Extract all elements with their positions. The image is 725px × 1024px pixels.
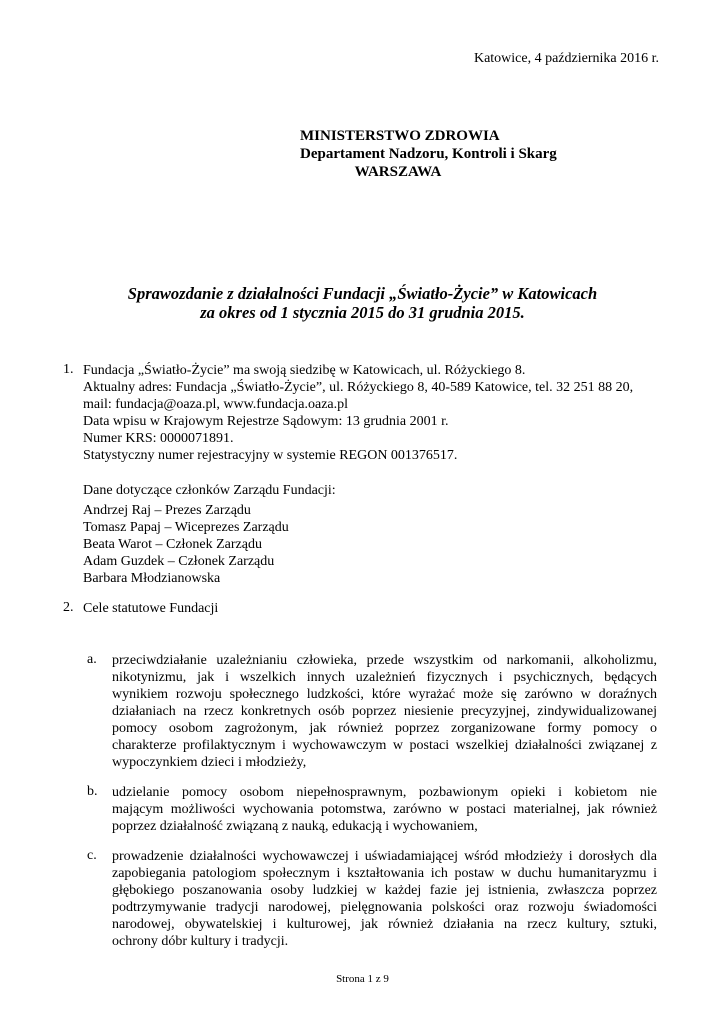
paragraph-line: działaniach na rzecz konkretnych osób poprzez niesienie precyzyjnej, zindywidualizowanej <box>112 704 657 719</box>
board-members-block <box>83 482 336 587</box>
paragraph-line: mającym możliwości wychowania potomstwa, zarówno w postaci materialnej, jak również <box>112 802 657 817</box>
section-2-number: 2. <box>63 600 74 615</box>
item-c-paragraph <box>112 848 657 950</box>
section-2-heading: Cele statutowe Fundacji <box>83 601 219 616</box>
recipient-ministry: MINISTERSTWO ZDROWIA <box>300 128 500 144</box>
section-1-number: 1. <box>63 362 74 377</box>
paragraph-line: pomocy osobom zagrożonym, jak również poprzez zorganizowane formy pomocy o <box>112 721 657 736</box>
page-footer: Strona 1 z 9 <box>336 973 389 985</box>
board-member: Barbara Młodzianowska <box>83 571 221 586</box>
paragraph-line: ochrony dóbr kultury i tradycji. <box>112 934 289 949</box>
recipient-city: WARSZAWA <box>354 164 442 180</box>
item-b-letter: b. <box>87 784 98 799</box>
paragraph-line: wypoczynkiem dzieci i młodzieży, <box>112 755 307 770</box>
board-heading: Dane dotyczące członków Zarządu Fundacji: <box>83 483 336 498</box>
paragraph-line: głębokiego poszanowania osoby ludzkiej w każdej fazie jej istnienia, zwłaszcza poprzez <box>112 883 657 898</box>
paragraph-line: zapobiegania patologiom społecznym i kształtowania ich postaw w duchu humanitaryzmu i <box>112 866 657 881</box>
paragraph-line: wynikiem rozwoju społecznego ludzkości, które wyrażać może się zarówno w doraźnych <box>112 687 657 702</box>
item-b-paragraph <box>112 784 657 835</box>
board-member: Andrzej Raj – Prezes Zarządu <box>83 503 251 518</box>
item-c-letter: c. <box>87 848 97 863</box>
info-line: mail: fundacja@oaza.pl, www.fundacja.oaza.pl <box>83 397 349 412</box>
title-line-2: za okres od 1 stycznia 2015 do 31 grudnia 2015. <box>200 303 525 322</box>
board-member: Tomasz Papaj – Wiceprezes Zarządu <box>83 520 289 535</box>
paragraph-line: udzielanie pomocy osobom niepełnosprawnym, pozbawionym opieki i kobietom nie <box>112 785 657 800</box>
info-line: Numer KRS: 0000071891. <box>83 431 234 446</box>
paragraph-line: charakterze profilaktycznym i wychowawczym w postaci wszelkiej działalności związanej z <box>112 738 657 753</box>
info-line: Fundacja „Światło-Życie” ma swoją siedzibę w Katowicach, ul. Różyckiego 8. <box>83 363 526 378</box>
board-member: Adam Guzdek – Członek Zarządu <box>83 554 275 569</box>
item-a-paragraph <box>112 652 657 771</box>
info-line: Aktualny adres: Fundacja „Światło-Życie”, ul. Różyckiego 8, 40-589 Katowice, tel. 32 251 88 20, <box>83 380 634 395</box>
title-line-1: Sprawozdanie z działalności Fundacji „Światło-Życie” w Katowicach <box>127 284 598 303</box>
paragraph-line: nikotynizmu, jak i wszelkich innych uzależnień fizycznych i psychicznych, będących <box>112 670 657 685</box>
section-1-info <box>83 362 633 464</box>
info-line: Data wpisu w Krajowym Rejestrze Sądowym: 13 grudnia 2001 r. <box>83 414 449 429</box>
date-line: Katowice, 4 października 2016 r. <box>473 51 659 66</box>
info-line: Statystyczny numer rejestracyjny w systemie REGON 001376517. <box>83 448 458 463</box>
board-member: Beata Warot – Członek Zarządu <box>83 537 262 552</box>
item-a-letter: a. <box>87 652 97 667</box>
paragraph-line: prowadzenie działalności wychowawczej i uświadamiającej wśród młodzieży i dorosłych dla <box>112 849 657 864</box>
paragraph-line: narodowej, obywatelskiej i kulturowej, jak również działania na rzecz kultury, sztuki, <box>112 917 657 932</box>
paragraph-line: przeciwdziałanie uzależnianiu człowieka, przede wszystkim od narkomanii, alkoholizmu, <box>112 653 657 668</box>
recipient-department: Departament Nadzoru, Kontroli i Skarg <box>300 146 557 162</box>
recipient-block <box>300 127 557 181</box>
paragraph-line: poprzez działalność związaną z nauką, edukacją i wychowaniem, <box>112 819 478 834</box>
document-title <box>80 284 645 322</box>
paragraph-line: podtrzymywanie tradycji narodowej, pielęgnowania polskości oraz rozwoju świadomości <box>112 900 657 915</box>
